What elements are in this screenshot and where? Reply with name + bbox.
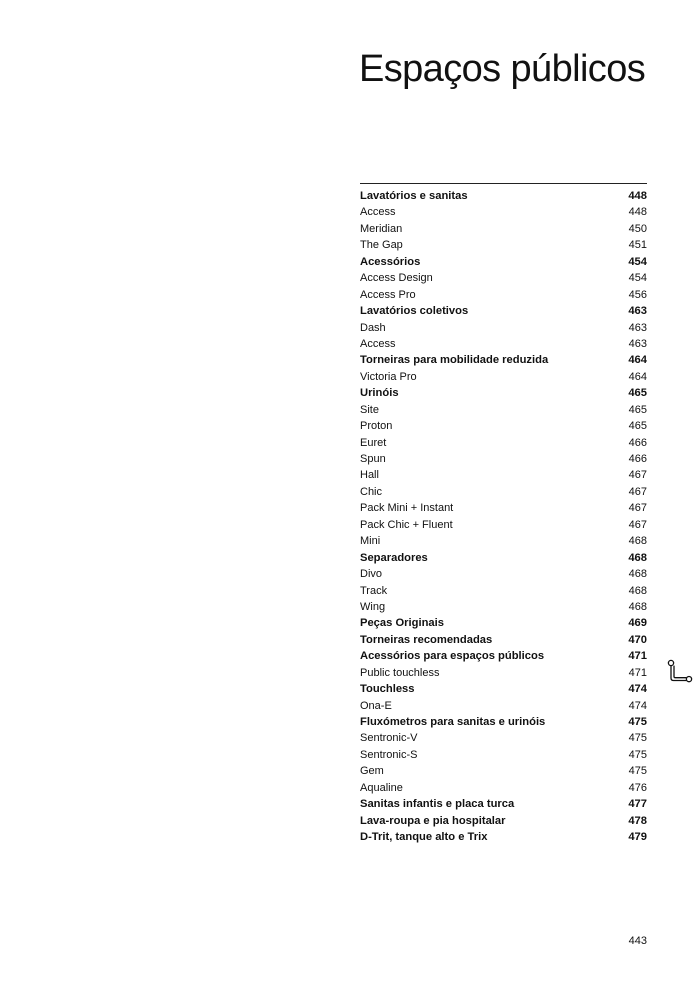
toc-entry-page: 474 [628,699,647,712]
toc-section-row[interactable] [360,188,647,204]
toc-section-row[interactable] [360,829,647,845]
toc-entry-page: 479 [628,831,647,844]
toc-entry-page: 477 [628,798,647,811]
pipe-connector-icon[interactable] [667,659,693,687]
toc-item-row[interactable] [360,500,647,516]
page-number: 443 [628,935,647,947]
toc-entry-page: 468 [628,568,647,581]
toc-entry-label: Peças Originais [360,617,444,630]
toc-item-row[interactable] [360,467,647,483]
toc-entry-label: Mini [360,535,381,548]
toc-entry-label: Pack Chic + Fluent [360,518,453,531]
toc-entry-page: 463 [628,305,647,318]
toc-entry-label: Sanitas infantis e placa turca [360,798,515,811]
toc-entry-label: Lavatórios coletivos [360,305,469,318]
toc-entry-page: 470 [628,633,647,646]
toc-entry-page: 454 [628,272,647,285]
toc-entry-page: 467 [628,469,647,482]
toc-entry-label: Dash [360,321,386,334]
toc-entry-page: 467 [628,502,647,515]
toc-entry-page: 465 [628,403,647,416]
toc-item-row[interactable] [360,599,647,615]
toc-entry-page: 471 [628,666,647,679]
toc-item-row[interactable] [360,665,647,681]
toc-entry-label: Divo [360,568,383,581]
toc-entry-page: 468 [628,600,647,613]
toc-item-row[interactable] [360,730,647,746]
toc-section-row[interactable] [360,632,647,648]
toc-item-row[interactable] [360,533,647,549]
toc-section-row[interactable] [360,303,647,319]
toc-entry-label: Access [360,206,396,219]
toc-entry-page: 467 [628,518,647,531]
table-of-contents [360,183,647,846]
toc-section-row[interactable] [360,615,647,631]
toc-entry-label: Acessórios para espaços públicos [360,650,545,663]
toc-section-row[interactable] [360,681,647,697]
toc-entry-label: Torneiras para mobilidade reduzida [360,354,549,367]
toc-item-row[interactable] [360,435,647,451]
toc-item-row[interactable] [360,517,647,533]
toc-entry-page: 475 [628,716,647,728]
toc-entry-label: Site [360,403,379,416]
toc-item-row[interactable] [360,221,647,237]
toc-entry-label: Access Design [360,272,433,285]
toc-item-row[interactable] [360,320,647,336]
toc-entry-page: 475 [628,748,647,761]
toc-entry-page: 448 [628,206,647,219]
toc-item-row[interactable] [360,270,647,286]
toc-item-row[interactable] [360,237,647,253]
toc-entry-page: 465 [628,420,647,433]
toc-item-row[interactable] [360,763,647,779]
toc-entry-page: 464 [628,370,647,383]
toc-entry-page: 468 [628,584,647,597]
toc-entry-label: Urinóis [360,387,399,400]
toc-entry-page: 468 [628,551,647,564]
toc-entry-label: Track [360,584,388,597]
toc-item-row[interactable] [360,583,647,599]
toc-item-row[interactable] [360,287,647,303]
toc-entry-page: 454 [628,255,647,268]
toc-entry-label: Lava-roupa e pia hospitalar [360,814,506,827]
toc-entry-page: 450 [628,222,647,235]
toc-item-row[interactable] [360,780,647,796]
toc-entry-label: Pack Mini + Instant [360,502,454,515]
toc-entry-label: Hall [360,469,379,482]
toc-entry-label: Aqualine [360,781,403,794]
toc-entry-page: 448 [628,190,647,202]
toc-entry-label: Spun [360,453,386,465]
toc-item-row[interactable] [360,451,647,467]
toc-item-row[interactable] [360,484,647,500]
toc-entry-label: Touchless [360,683,415,696]
toc-entry-label: Gem [360,765,384,778]
toc-section-row[interactable] [360,813,647,829]
toc-item-row[interactable] [360,369,647,385]
page-title: Espaços públicos [359,48,646,90]
toc-entry-page: 463 [628,337,647,350]
toc-entry-label: The Gap [360,239,403,252]
toc-entry-label: Meridian [360,222,403,235]
toc-entry-label: Lavatórios e sanitas [360,190,468,202]
toc-entry-page: 469 [628,617,647,630]
toc-section-row[interactable] [360,254,647,270]
toc-entry-label: Separadores [360,551,428,564]
toc-entry-page: 451 [628,239,647,252]
toc-entry-page: 476 [628,781,647,794]
toc-entry-label: Proton [360,420,393,433]
toc-item-row[interactable] [360,418,647,434]
toc-item-row[interactable] [360,698,647,714]
toc-item-row[interactable] [360,336,647,352]
toc-entry-page: 475 [628,765,647,778]
toc-section-row[interactable] [360,352,647,368]
toc-entry-page: 474 [628,683,647,696]
toc-section-row[interactable] [360,796,647,812]
toc-entry-label: Victoria Pro [360,370,417,383]
toc-entry-label: Wing [360,600,386,613]
toc-section-row[interactable] [360,550,647,566]
toc-entry-label: Sentronic-S [360,748,418,761]
toc-entry-page: 456 [628,288,647,301]
toc-entry-label: Ona-E [360,699,392,712]
toc-item-row[interactable] [360,402,647,418]
toc-entry-page: 466 [628,436,647,449]
toc-entry-page: 471 [628,650,647,663]
toc-entry-page: 465 [628,387,647,400]
toc-entry-label: Access Pro [360,288,416,301]
toc-entry-page: 463 [628,321,647,334]
toc-item-row[interactable] [360,747,647,763]
toc-section-row[interactable] [360,648,647,664]
toc-entry-page: 475 [628,732,647,745]
toc-entry-label: Torneiras recomendadas [360,633,493,646]
toc-entry-label: Access [360,337,396,350]
toc-entry-page: 466 [628,453,647,465]
toc-section-row[interactable] [360,385,647,401]
toc-entry-page: 464 [628,354,647,367]
toc-entry-page: 468 [628,535,647,548]
toc-entry-label: Fluxómetros para sanitas e urinóis [360,716,546,728]
toc-entry-page: 478 [628,814,647,827]
toc-entry-label: Euret [360,436,387,449]
toc-entry-page: 467 [628,485,647,498]
toc-entry-label: Acessórios [360,255,421,268]
toc-entry-label: Chic [360,485,383,498]
toc-entry-label: Sentronic-V [360,732,418,745]
toc-entry-label: D-Trit, tanque alto e Trix [360,831,488,844]
toc-section-row[interactable] [360,714,647,730]
toc-item-row[interactable] [360,204,647,220]
toc-item-row[interactable] [360,566,647,582]
toc-entry-label: Public touchless [360,666,440,679]
